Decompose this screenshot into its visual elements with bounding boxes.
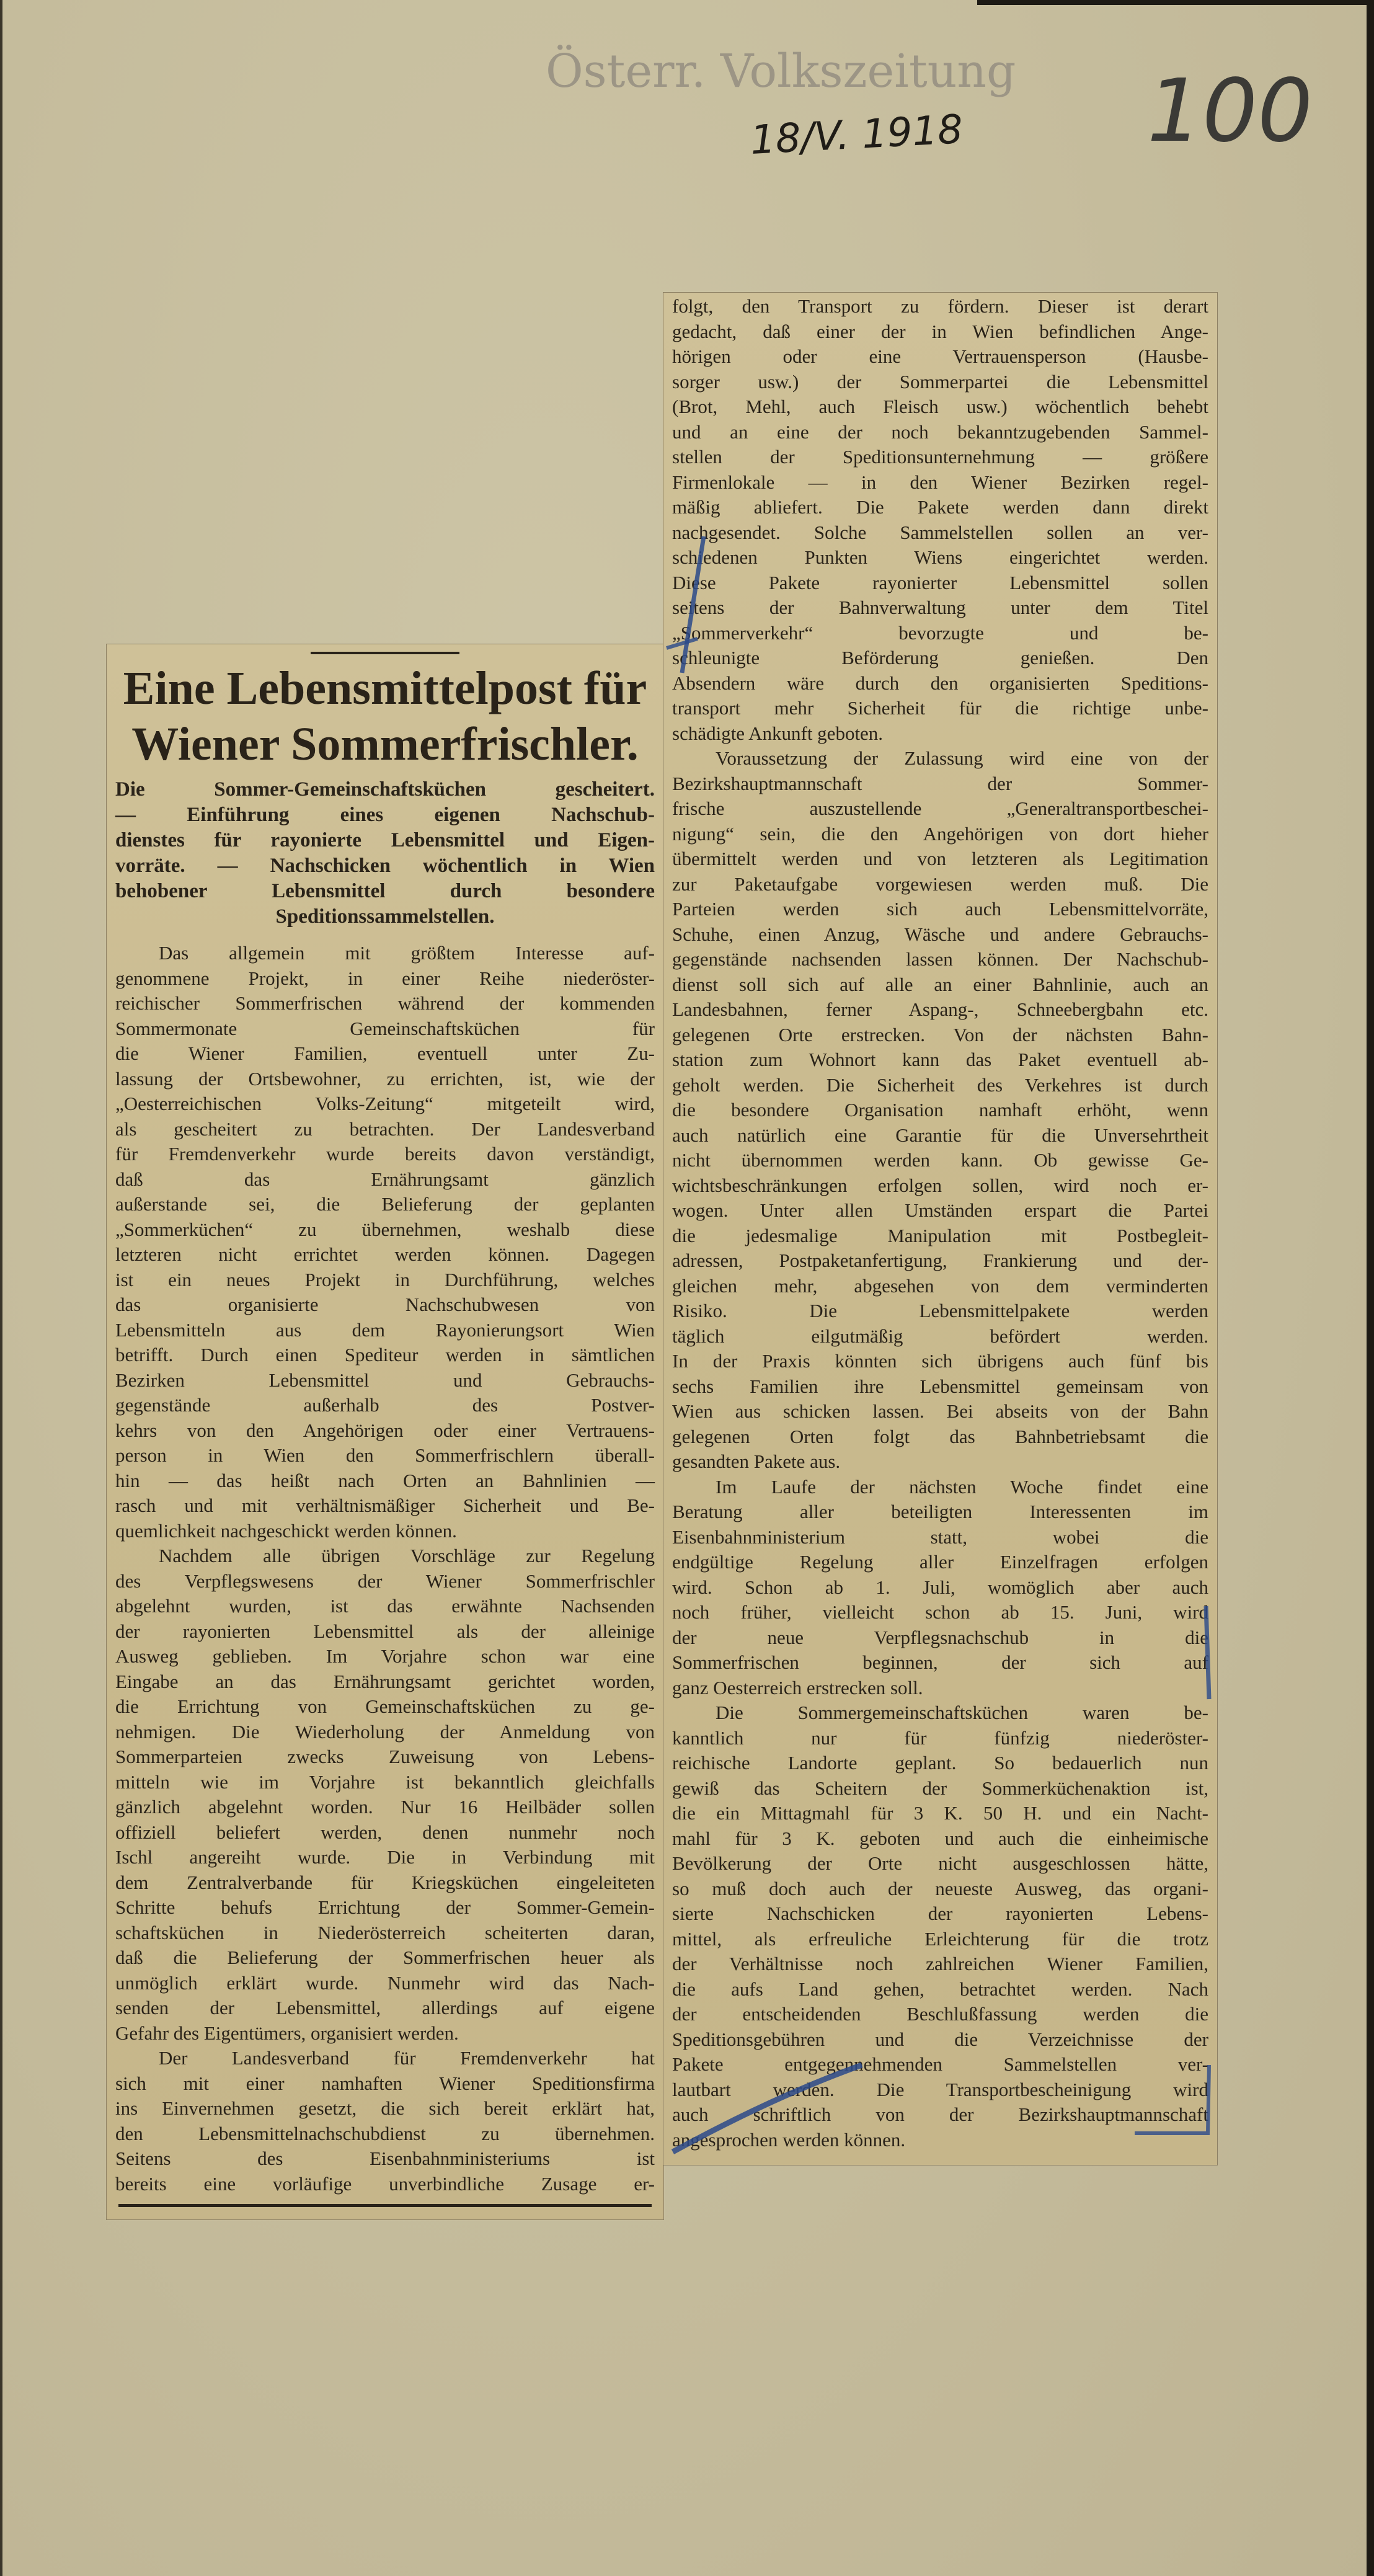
text-line: dem Zentralverbande für Kriegsküchen eingeleiteten [115,1871,655,1893]
subtitle-line: vorräte. — Nachschicken wöchentlich in Wien [115,855,655,877]
paragraph [115,941,655,1543]
text-line: station zum Wohnort kann das Paket eventuell ab- [672,1049,1208,1070]
text-line: die ein Mittagmahl für 3 K. 50 H. und ein Nacht- [672,1802,1208,1824]
text-line: schleunigte Beförderung genießen. Den [672,647,1208,668]
text-line: abgelehnt wurden, ist das erwähnte Nachsenden [115,1595,655,1617]
paragraph [672,1700,1208,2152]
text-line: noch früher, vielleicht schon ab 15. Juni, wird [672,1601,1208,1623]
text-line: das organisierte Nachschubwesen von [115,1294,655,1315]
text-line: Firmenlokale — in den Wiener Bezirken regel- [672,471,1208,493]
text-line: Seitens des Eisenbahnministeriums ist [115,2147,655,2169]
text-line: hörigen oder eine Vertrauensperson (Hausbe- [672,345,1208,367]
text-line: kanntlich nur für fünfzig niederöster- [672,1726,1208,1749]
text-line: Eingabe an das Ernährungsamt gerichtet worden, [115,1670,655,1692]
text-line: angesprochen werden können. [672,2128,906,2151]
newspaper-name-stamp: Österr. Volkszeitung [546,45,1016,98]
clipping-right-column [663,293,1217,2165]
text-line: Sommermonate Gemeinschaftsküchen für [115,1017,655,1039]
text-line: Landesbahnen, ferner Aspang-, Schneebergbahn etc. [672,998,1208,1020]
paragraph [672,746,1208,1475]
text-line: ganz Oesterreich erstrecken soll. [672,1676,923,1699]
text-line: offiziell beliefert werden, denen nunmehr noch [115,1821,655,1843]
text-line: nicht übernommen werden kann. Ob gewisse Ge- [672,1149,1208,1171]
text-line: gegenstände nachsenden lassen können. Der Nachschub- [672,948,1208,970]
text-line: endgültige Regelung aller Einzelfragen erfolgen [672,1551,1208,1573]
text-line: reichische Landorte geplant. So bedauerlich nun [672,1752,1208,1774]
text-line: seitens der Bahnverwaltung unter dem Titel [672,597,1208,618]
text-line: gelegenen Orten folgt das Bahnbetriebsamt die [672,1425,1208,1447]
text-line: die jedesmalige Manipulation mit Postbegleit- [672,1224,1208,1246]
text-line: dienst soll sich auf alle an einer Bahnlinie, auch an [672,973,1208,995]
text-line: mittel, als erfreuliche Erleichterung für die trotz [672,1927,1208,1950]
text-line: Eisenbahnministerium statt, wobei die [672,1526,1208,1548]
text-line: der entscheidenden Beschlußfassung werden die [672,2003,1208,2025]
text-line: sechs Familien ihre Lebensmittel gemeinsam von [672,1375,1208,1397]
text-line: gelegenen Orte erstrecken. Von der nächsten Bahn- [672,1023,1208,1046]
text-line: In der Praxis könnten sich übrigens auch fünf bis [672,1350,1208,1372]
text-line: transport mehr Sicherheit für die richtige unbe- [672,697,1208,719]
text-line: Pakete entgegennehmenden Sammelstellen ver- [672,2053,1208,2075]
text-line: adressen, Postpaketanfertigung, Frankierung und der- [672,1250,1208,1271]
text-line: hin — das heißt nach Orten an Bahnlinien — [115,1469,655,1491]
text-line: Parteien werden sich auch Lebensmittelvorräte, [672,898,1208,920]
text-line: die aufs Land gehen, betrachtet werden. Nach [672,1978,1208,2000]
text-line: Bevölkerung der Orte nicht ausgeschlossen hätte, [672,1852,1208,1874]
left-column-body [115,941,655,2196]
text-line: gesandten Pakete aus. [672,1450,841,1472]
text-line: Lebensmitteln aus dem Rayonierungsort Wien [115,1318,655,1341]
subtitle-line: Speditionssammelstellen. [275,905,495,928]
paragraph [115,2046,655,2196]
text-line: nigung“ sein, die den Angehörigen von dort hieher [672,822,1208,845]
text-line: Nachdem alle übrigen Vorschläge zur Regelung [159,1545,655,1566]
text-line: rasch und mit verhältnismäßiger Sicherheit und Be- [115,1495,655,1516]
text-line: der neue Verpflegsnachschub in die [672,1626,1208,1648]
text-line: schädigte Ankunft geboten. [672,722,884,744]
text-line: Sommerfrischen beginnen, der sich auf [672,1651,1208,1673]
text-line: Sommerparteien zwecks Zuweisung von Lebens- [115,1746,655,1767]
text-line: „Sommerküchen“ zu übernehmen, weshalb diese [115,1218,655,1240]
text-line: quemlichkeit nachgeschickt werden können. [115,1519,457,1542]
text-line: Risiko. Die Lebensmittelpakete werden [672,1300,1208,1321]
text-line: nachgesendet. Solche Sammelstellen sollen an ver- [672,521,1208,543]
text-line: außerstande sei, die Belieferung der geplanten [115,1193,655,1215]
text-line: Absendern wäre durch den organisierten Speditions- [672,672,1208,694]
text-line: Die Sommergemeinschaftsküchen waren be- [716,1702,1208,1723]
text-line: gedacht, daß einer der in Wien befindlichen Ange- [672,320,1208,342]
scan-border-top [977,0,1374,5]
text-line: Diese Pakete rayonierter Lebensmittel sollen [672,571,1208,593]
text-line: unmöglich erklärt wurde. Nunmehr wird das Nach- [115,1971,655,1994]
text-line: auch schriftlich von der Bezirkshauptmannschaft [672,2103,1208,2125]
text-line: geholt werden. Die Sicherheit des Verkehres ist durch [672,1073,1208,1096]
paragraph [672,294,1208,746]
text-line: der rayonierten Lebensmittel als der alleinige [115,1620,655,1642]
text-line: des Verpflegswesens der Wiener Sommerfrischler [115,1570,655,1592]
text-line: mahl für 3 K. geboten und auch die einheimische [672,1827,1208,1849]
top-rule [311,652,459,654]
bottom-rule [118,2204,652,2207]
article-title-line-1: Eine Lebensmittelpost für [123,662,647,714]
text-line: „Oesterreichischen Volks-Zeitung“ mitgeteilt wird, [115,1093,655,1114]
subtitle-line: dienstes für rayonierte Lebensmittel und Eigen- [115,829,655,851]
text-line: zur Paketaufgabe vorgewiesen werden muß. Die [672,873,1208,895]
text-line: Schritte behufs Errichtung der Sommer-Gemein- [115,1896,655,1918]
text-line: Bezirkshauptmannschaft der Sommer- [672,772,1208,794]
subtitle-line: Die Sommer-Gemeinschaftsküchen gescheitert. [115,778,655,801]
text-line: übermittelt werden und von letzteren als Legitimation [672,848,1208,869]
text-line: stellen der Speditionsunternehmung — größere [672,446,1208,468]
text-line: Gefahr des Eigentümers, organisiert werden. [115,2022,459,2044]
clipping-left-column [107,644,663,2219]
text-line: bereits eine vorläufige unverbindliche Zusage er- [115,2172,655,2195]
text-line: lautbart werden. Die Transportbescheinigung wird [672,2078,1208,2100]
text-line: ins Einvernehmen gesetzt, die sich bereit erklärt hat, [115,2097,655,2119]
text-line: sorger usw.) der Sommerpartei die Lebensmittel [672,370,1208,393]
text-line: mäßig abliefert. Die Pakete werden dann direkt [672,496,1208,518]
text-line: letzteren nicht errichtet werden können. Dagegen [115,1243,655,1265]
text-line: für Fremdenverkehr wurde bereits davon verständigt, [115,1143,655,1165]
text-line: Das allgemein mit größtem Interesse auf- [159,942,655,964]
text-line: die besondere Organisation namhaft erhöht, wenn [672,1099,1208,1121]
text-line: sierte Nachschicken der rayonierten Lebens- [672,1903,1208,1924]
scan-border-left [0,0,2,2576]
article-title-line-2: Wiener Sommerfrischler. [131,718,639,770]
text-line: Voraussetzung der Zulassung wird eine von der [716,747,1208,769]
text-line: person in Wien den Sommerfrischlern überall- [115,1444,655,1466]
text-line: gegenstände außerhalb des Postver- [115,1394,655,1416]
text-line: wichtsbeschränkungen erfolgen sollen, wird noch er- [672,1174,1208,1196]
text-line: gleichen mehr, abgesehen von dem verminderten [672,1274,1208,1297]
scan-border-right [1367,0,1374,2576]
text-line: „Sommerverkehr“ bevorzugte und be- [672,621,1208,644]
text-line: Der Landesverband für Fremdenverkehr hat [159,2047,655,2069]
text-line: wird. Schon ab 1. Juli, womöglich aber auch [672,1576,1208,1598]
right-column-body [672,294,1208,2152]
text-line: daß das Ernährungsamt gänzlich [115,1168,655,1190]
text-line: Speditionsgebühren und die Verzeichnisse der [672,2028,1208,2050]
subtitle-line: — Einführung eines eigenen Nachschub- [115,804,655,826]
text-line: Ausweg geblieben. Im Vorjahre schon war eine [115,1645,655,1667]
text-line: lassung der Ortsbewohner, zu errichten, ist, wie der [115,1067,655,1090]
text-line: betrifft. Durch einen Spediteur werden in sämtlichen [115,1344,655,1366]
text-line: genommene Projekt, in einer Reihe niederöster- [115,967,655,989]
text-line: Wien aus schicken lassen. Bei abseits von der Bahn [672,1400,1208,1422]
text-line: die Wiener Familien, eventuell unter Zu- [115,1042,655,1064]
text-line: (Brot, Mehl, auch Fleisch usw.) wöchentlich behebt [672,396,1208,417]
handwritten-archive-number: 100 [1147,61,1313,162]
text-line: und an eine der noch bekanntzugebenden Sammel- [672,420,1208,443]
text-line: schaftsküchen in Niederösterreich scheiterten daran, [115,1921,655,1943]
text-line: auch natürlich eine Garantie für die Unversehrtheit [672,1124,1208,1146]
article-subtitle [115,777,655,930]
text-line: sich mit einer namhaften Wiener Speditionsfirma [115,2072,655,2094]
text-line: reichischer Sommerfrischen während der kommenden [115,992,655,1014]
text-line: so muß doch auch der neueste Ausweg, das organi- [672,1877,1208,1899]
text-line: Im Laufe der nächsten Woche findet eine [716,1475,1208,1498]
text-line: wogen. Unter allen Umständen erspart die Partei [672,1199,1208,1221]
text-line: schiedenen Punkten Wiens eingerichtet werden. [672,546,1208,568]
text-line: die Errichtung von Gemeinschaftsküchen zu ge- [115,1695,655,1717]
text-line: ist ein neues Projekt in Durchführung, welches [115,1268,655,1290]
text-line: als gescheitert zu betrachten. Der Landesverband [115,1117,655,1140]
text-line: daß die Belieferung der Sommerfrischen heuer als [115,1947,655,1968]
text-line: den Lebensmittelnachschubdienst zu übernehmen. [115,2122,655,2144]
text-line: Schuhe, einen Anzug, Wäsche und andere Gebrauchs- [672,923,1208,945]
paragraph [672,1475,1208,1701]
text-line: nehmigen. Die Wiederholung der Anmeldung von [115,1720,655,1743]
text-line: mitteln wie im Vorjahre ist bekanntlich gleichfalls [115,1770,655,1793]
handwritten-date: 18/V. 1918 [749,107,964,164]
subtitle-line: behobener Lebensmittel durch besondere [115,880,655,902]
text-line: senden der Lebensmittel, allerdings auf eigene [115,1997,655,2019]
text-line: Beratung aller beteiligten Interessenten im [672,1501,1208,1522]
text-line: der Verhältnisse noch zahlreichen Wiener Familien, [672,1953,1208,1974]
text-line: gewiß das Scheitern der Sommerküchenaktion ist, [672,1777,1208,1799]
paragraph [115,1543,655,2046]
text-line: folgt, den Transport zu fördern. Dieser ist derart [672,295,1208,317]
text-line: Bezirken Lebensmittel und Gebrauchs- [115,1369,655,1391]
text-line: gänzlich abgelehnt worden. Nur 16 Heilbäder sollen [115,1796,655,1818]
text-line: täglich eilgutmäßig befördert werden. [672,1325,1208,1347]
text-line: kehrs von den Angehörigen oder einer Vertrauens- [115,1419,655,1441]
text-line: Ischl angereiht wurde. Die in Verbindung mit [115,1846,655,1868]
text-line: frische auszustellende „Generaltransportbeschei- [672,797,1208,819]
